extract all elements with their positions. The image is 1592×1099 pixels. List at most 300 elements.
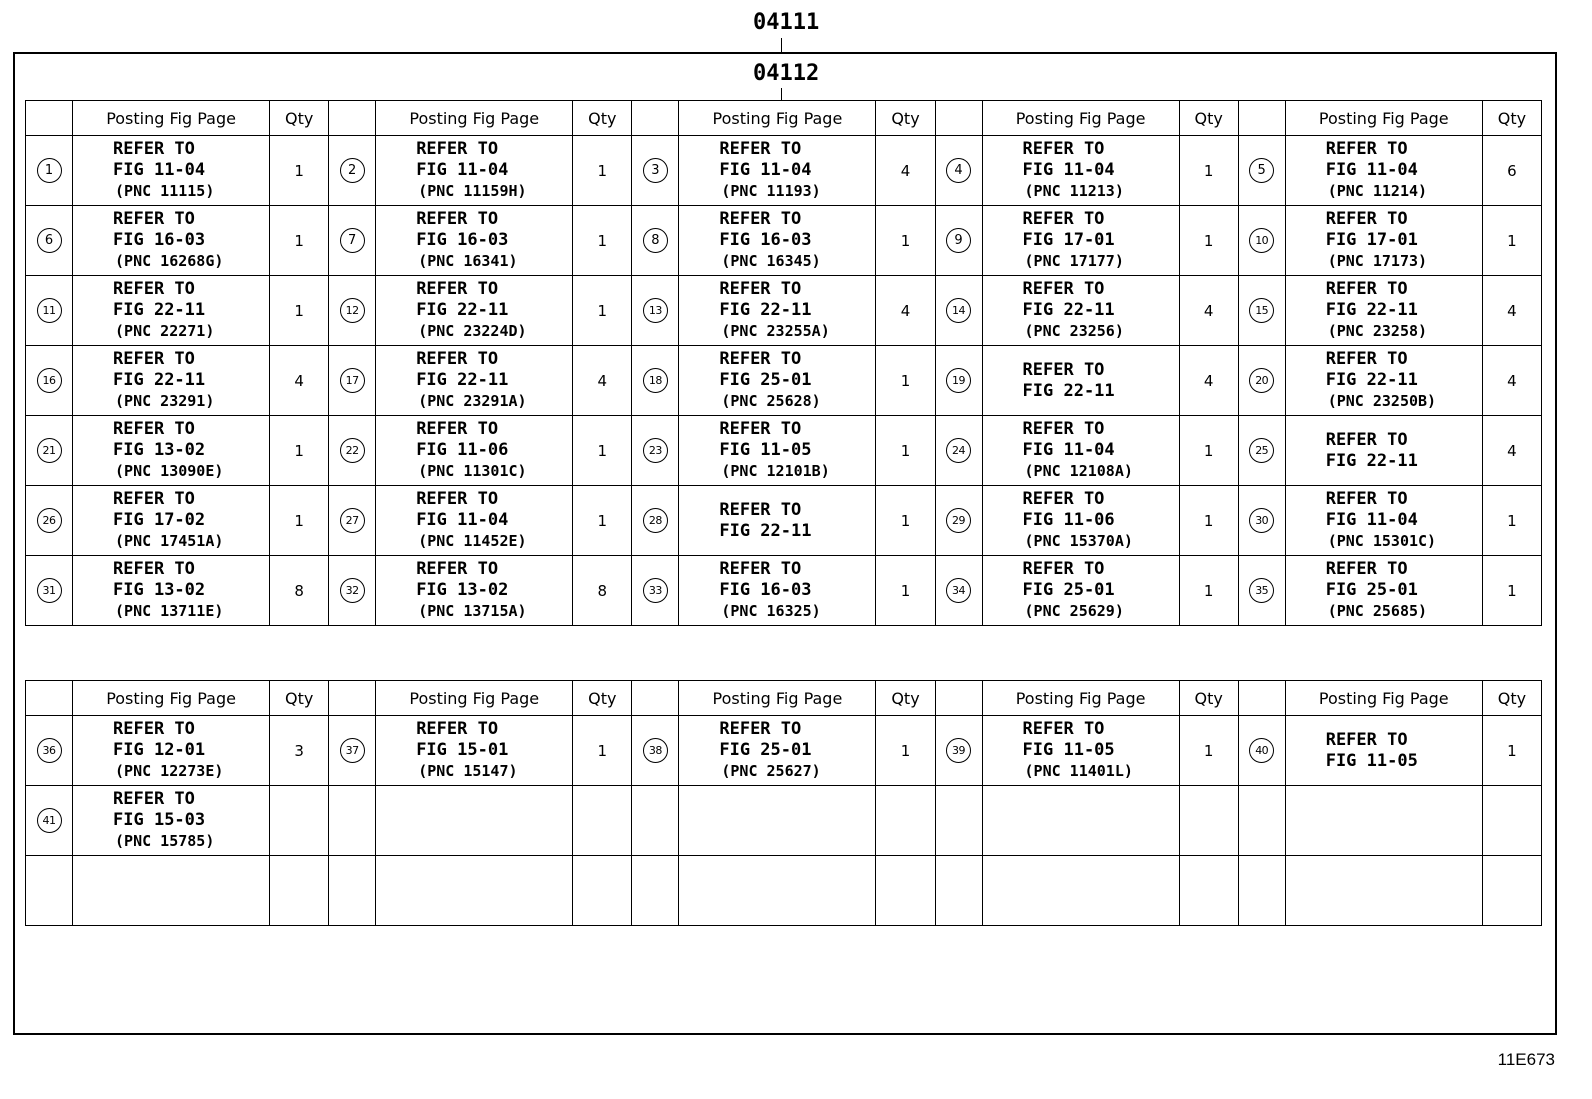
item-number-badge: 29 <box>946 508 971 533</box>
item-number-badge: 5 <box>1249 158 1274 183</box>
figure-reference[interactable]: FIG 11-04 <box>1325 510 1418 530</box>
posting-fig-page-cell <box>982 206 1179 276</box>
item-number-cell <box>26 786 73 856</box>
item-number-badge: 10 <box>1249 228 1274 253</box>
item-number-badge: 37 <box>340 738 365 763</box>
posting-fig-page-cell <box>982 136 1179 206</box>
header-number-cell <box>26 101 73 136</box>
refer-to-text: REFER TO <box>113 349 195 369</box>
pnc-code: (PNC 13090E) <box>115 462 224 480</box>
refer-to-text: REFER TO <box>113 559 195 579</box>
qty-cell <box>573 786 632 856</box>
posting-fig-page-cell <box>376 556 573 626</box>
figure-reference[interactable]: FIG 12-01 <box>113 740 206 760</box>
item-number-badge: 33 <box>643 578 668 603</box>
figure-reference[interactable]: FIG 25-01 <box>719 370 812 390</box>
pnc-code: (PNC 13711E) <box>115 602 224 620</box>
figure-reference[interactable]: FIG 15-01 <box>416 740 509 760</box>
item-number-cell <box>632 136 679 206</box>
figure-reference[interactable]: FIG 16-03 <box>719 230 812 250</box>
posting-fig-page-cell <box>376 716 573 786</box>
item-number-badge: 31 <box>37 578 62 603</box>
item-number-badge: 9 <box>946 228 971 253</box>
item-number-cell <box>329 276 376 346</box>
header-number-cell <box>26 681 73 716</box>
pnc-code: (PNC 11452E) <box>418 532 527 550</box>
table-row <box>26 716 1542 786</box>
figure-reference[interactable]: FIG 22-11 <box>719 300 812 320</box>
qty-cell: 1 <box>573 416 632 486</box>
figure-reference[interactable]: FIG 22-11 <box>1325 300 1418 320</box>
pnc-code: (PNC 13715A) <box>418 602 527 620</box>
pnc-code: (PNC 17173) <box>1327 252 1428 270</box>
header-number-cell <box>329 101 376 136</box>
item-number-cell <box>329 346 376 416</box>
item-number-cell <box>329 416 376 486</box>
item-number-badge: 22 <box>340 438 365 463</box>
item-number-cell <box>1238 346 1285 416</box>
header-qty: Qty <box>270 681 329 716</box>
refer-to-text: REFER TO <box>1325 559 1408 579</box>
refer-to-text: REFER TO <box>1325 139 1408 159</box>
pnc-code: (PNC 22271) <box>115 322 215 340</box>
item-number-cell <box>329 206 376 276</box>
qty-cell: 3 <box>270 716 329 786</box>
header-row <box>26 101 1542 136</box>
figure-reference[interactable]: FIG 22-11 <box>1325 370 1418 390</box>
item-number-cell <box>1238 136 1285 206</box>
item-number-badge: 8 <box>643 228 668 253</box>
qty-cell <box>876 856 935 926</box>
qty-cell: 1 <box>573 276 632 346</box>
figure-reference[interactable]: FIG 13-02 <box>113 580 206 600</box>
item-number-cell <box>329 486 376 556</box>
header-posting-fig-page: Posting Fig Page <box>1285 101 1482 136</box>
item-number-badge: 14 <box>946 298 971 323</box>
figure-reference[interactable]: FIG 13-02 <box>113 440 206 460</box>
qty-cell: 4 <box>1179 276 1238 346</box>
qty-cell: 4 <box>876 136 935 206</box>
posting-fig-page-cell <box>679 716 876 786</box>
qty-cell <box>573 856 632 926</box>
posting-fig-page-cell <box>376 346 573 416</box>
refer-to-text: REFER TO <box>113 789 195 809</box>
pnc-code: (PNC 23258) <box>1327 322 1428 340</box>
pnc-code: (PNC 11214) <box>1327 182 1428 200</box>
pnc-code: (PNC 15785) <box>115 832 215 850</box>
posting-fig-page-cell <box>679 276 876 346</box>
item-number-badge: 16 <box>37 368 62 393</box>
refer-to-text: REFER TO <box>416 279 499 299</box>
pnc-code: (PNC 23291A) <box>418 392 527 410</box>
qty-cell: 1 <box>573 206 632 276</box>
qty-cell: 1 <box>270 136 329 206</box>
figure-reference[interactable]: FIG 16-03 <box>719 580 812 600</box>
item-number-cell <box>26 556 73 626</box>
item-number-cell <box>632 346 679 416</box>
qty-cell: 1 <box>1179 416 1238 486</box>
item-number-cell <box>935 486 982 556</box>
pnc-code: (PNC 16268G) <box>115 252 224 270</box>
posting-fig-page-cell <box>376 136 573 206</box>
refer-to-text: REFER TO <box>1022 209 1105 229</box>
pnc-code: (PNC 11401L) <box>1024 762 1133 780</box>
header-qty: Qty <box>876 101 935 136</box>
qty-cell: 1 <box>270 486 329 556</box>
item-number-cell <box>26 136 73 206</box>
posting-fig-page-cell <box>73 556 270 626</box>
qty-cell: 1 <box>876 206 935 276</box>
qty-cell: 4 <box>270 346 329 416</box>
qty-cell: 1 <box>876 556 935 626</box>
posting-fig-page-cell <box>73 856 270 926</box>
pnc-code: (PNC 11115) <box>115 182 215 200</box>
refer-to-text: REFER TO <box>416 419 499 439</box>
qty-cell <box>876 786 935 856</box>
qty-cell: 1 <box>1179 486 1238 556</box>
header-posting-fig-page: Posting Fig Page <box>679 681 876 716</box>
posting-fig-page-cell <box>982 556 1179 626</box>
item-number-cell <box>1238 206 1285 276</box>
refer-to-text: REFER TO <box>416 209 499 229</box>
item-number-cell <box>26 276 73 346</box>
figure-reference[interactable]: FIG 11-04 <box>416 510 509 530</box>
posting-fig-page-cell <box>679 486 876 556</box>
refer-to-text: REFER TO <box>719 139 802 159</box>
figure-reference[interactable]: FIG 11-04 <box>416 160 509 180</box>
posting-fig-page-cell <box>679 856 876 926</box>
refer-to-text: REFER TO <box>1325 429 1408 450</box>
item-number-badge: 3 <box>643 158 668 183</box>
posting-fig-page-cell <box>376 856 573 926</box>
qty-cell: 1 <box>573 136 632 206</box>
pnc-code: (PNC 23256) <box>1024 322 1124 340</box>
refer-to-text: REFER TO <box>113 209 195 229</box>
item-number-badge: 12 <box>340 298 365 323</box>
posting-fig-page-cell <box>1285 486 1482 556</box>
posting-fig-page-cell <box>73 416 270 486</box>
item-number-cell <box>1238 276 1285 346</box>
qty-cell: 1 <box>1179 206 1238 276</box>
posting-fig-page-cell <box>1285 416 1482 486</box>
header-number-cell <box>935 101 982 136</box>
table-row <box>26 786 1542 856</box>
item-number-cell <box>935 786 982 856</box>
pnc-code: (PNC 11213) <box>1024 182 1124 200</box>
item-number-badge: 18 <box>643 368 668 393</box>
figure-reference[interactable]: FIG 11-04 <box>1022 440 1115 460</box>
qty-cell: 1 <box>876 416 935 486</box>
pnc-code: (PNC 15301C) <box>1327 532 1437 550</box>
item-number-cell <box>632 556 679 626</box>
figure-reference[interactable]: FIG 11-06 <box>416 440 509 460</box>
figure-reference[interactable]: FIG 17-01 <box>1325 230 1418 250</box>
item-number-badge: 2 <box>340 158 365 183</box>
item-number-badge: 21 <box>37 438 62 463</box>
qty-cell: 1 <box>1179 136 1238 206</box>
figure-reference[interactable]: FIG 17-01 <box>1022 230 1115 250</box>
item-number-badge: 39 <box>946 738 971 763</box>
posting-fig-page-cell <box>982 486 1179 556</box>
header-posting-fig-page: Posting Fig Page <box>982 101 1179 136</box>
posting-fig-page-cell <box>679 206 876 276</box>
figure-reference[interactable]: FIG 22-11 <box>113 300 206 320</box>
item-number-cell <box>632 716 679 786</box>
refer-to-text: REFER TO <box>719 279 802 299</box>
header-number-cell <box>935 681 982 716</box>
item-number-badge: 32 <box>340 578 365 603</box>
header-qty: Qty <box>1179 101 1238 136</box>
item-number-badge: 7 <box>340 228 365 253</box>
qty-cell: 8 <box>270 556 329 626</box>
item-number-cell <box>26 486 73 556</box>
refer-to-text: REFER TO <box>1325 489 1408 509</box>
item-number-cell <box>935 206 982 276</box>
leader-line-inner <box>781 88 782 100</box>
posting-fig-page-cell <box>982 416 1179 486</box>
posting-fig-page-cell <box>982 276 1179 346</box>
refer-to-text: REFER TO <box>1022 279 1105 299</box>
item-number-badge: 34 <box>946 578 971 603</box>
item-number-badge: 4 <box>946 158 971 183</box>
qty-cell: 1 <box>573 716 632 786</box>
posting-fig-page-cell <box>679 346 876 416</box>
leader-line-outer <box>781 38 782 52</box>
item-number-cell <box>632 416 679 486</box>
figure-reference[interactable]: FIG 17-02 <box>113 510 206 530</box>
posting-fig-page-cell <box>376 416 573 486</box>
item-number-cell <box>329 716 376 786</box>
reference-table-1 <box>25 100 1542 626</box>
item-number-badge: 19 <box>946 368 971 393</box>
qty-cell <box>270 786 329 856</box>
pnc-code: (PNC 25685) <box>1327 602 1428 620</box>
qty-cell: 1 <box>876 486 935 556</box>
figure-reference[interactable]: FIG 15-03 <box>113 810 206 830</box>
item-number-cell <box>26 856 73 926</box>
figure-reference[interactable]: FIG 22-11 <box>719 520 812 541</box>
figure-reference[interactable]: FIG 11-05 <box>719 440 812 460</box>
refer-to-text: REFER TO <box>1325 279 1408 299</box>
pnc-code: (PNC 12101B) <box>721 462 830 480</box>
figure-reference[interactable]: FIG 11-06 <box>1022 510 1115 530</box>
posting-fig-page-cell <box>1285 346 1482 416</box>
header-posting-fig-page: Posting Fig Page <box>1285 681 1482 716</box>
posting-fig-page-cell <box>376 276 573 346</box>
posting-fig-page-cell <box>1285 856 1482 926</box>
figure-reference[interactable]: FIG 22-11 <box>113 370 206 390</box>
qty-cell: 1 <box>573 486 632 556</box>
posting-fig-page-cell <box>73 206 270 276</box>
qty-cell: 1 <box>876 346 935 416</box>
item-number-badge: 15 <box>1249 298 1274 323</box>
qty-cell: 1 <box>1482 716 1541 786</box>
item-number-cell <box>935 136 982 206</box>
refer-to-text: REFER TO <box>113 489 195 509</box>
qty-cell <box>1179 856 1238 926</box>
item-number-cell <box>329 786 376 856</box>
posting-fig-page-cell <box>1285 276 1482 346</box>
refer-to-text: REFER TO <box>1022 719 1105 739</box>
pnc-code: (PNC 12108A) <box>1024 462 1133 480</box>
item-number-cell <box>935 276 982 346</box>
qty-cell: 1 <box>270 276 329 346</box>
qty-cell: 4 <box>876 276 935 346</box>
qty-cell: 4 <box>1482 346 1541 416</box>
item-number-badge: 24 <box>946 438 971 463</box>
item-number-cell <box>935 856 982 926</box>
table-row <box>26 856 1542 926</box>
qty-cell: 1 <box>876 716 935 786</box>
figure-reference[interactable]: FIG 22-11 <box>1022 380 1115 401</box>
item-number-cell <box>26 206 73 276</box>
item-number-cell <box>1238 716 1285 786</box>
refer-to-text: REFER TO <box>719 349 802 369</box>
header-posting-fig-page: Posting Fig Page <box>376 101 573 136</box>
pnc-code: (PNC 23255A) <box>721 322 830 340</box>
item-number-badge: 30 <box>1249 508 1274 533</box>
item-number-cell <box>26 346 73 416</box>
figure-reference[interactable]: FIG 22-11 <box>416 300 509 320</box>
qty-cell: 1 <box>1179 556 1238 626</box>
refer-to-text: REFER TO <box>113 139 195 159</box>
header-qty: Qty <box>1179 681 1238 716</box>
refer-to-text: REFER TO <box>1022 559 1105 579</box>
item-number-badge: 25 <box>1249 438 1274 463</box>
item-number-cell <box>1238 486 1285 556</box>
assembly-code-inner: 04112 <box>753 61 820 86</box>
posting-fig-page-cell <box>1285 786 1482 856</box>
refer-to-text: REFER TO <box>1325 729 1408 750</box>
item-number-badge: 11 <box>37 298 62 323</box>
posting-fig-page-cell <box>679 416 876 486</box>
table-row <box>26 276 1542 346</box>
posting-fig-page-cell <box>1285 206 1482 276</box>
posting-fig-page-cell <box>73 716 270 786</box>
posting-fig-page-cell <box>73 486 270 556</box>
qty-cell <box>1482 856 1541 926</box>
item-number-cell <box>329 556 376 626</box>
table-row <box>26 486 1542 556</box>
header-number-cell <box>632 681 679 716</box>
item-number-cell <box>329 856 376 926</box>
refer-to-text: REFER TO <box>1022 419 1105 439</box>
posting-fig-page-cell <box>1285 716 1482 786</box>
posting-fig-page-cell <box>73 276 270 346</box>
pnc-code: (PNC 17177) <box>1024 252 1124 270</box>
item-number-badge: 20 <box>1249 368 1274 393</box>
refer-to-text: REFER TO <box>1022 359 1105 380</box>
header-number-cell <box>329 681 376 716</box>
refer-to-text: REFER TO <box>416 559 499 579</box>
refer-to-text: REFER TO <box>719 719 802 739</box>
pnc-code: (PNC 23291) <box>115 392 215 410</box>
refer-to-text: REFER TO <box>1022 489 1105 509</box>
figure-reference[interactable]: FIG 11-05 <box>1325 750 1418 771</box>
posting-fig-page-cell <box>1285 556 1482 626</box>
item-number-cell <box>935 716 982 786</box>
figure-reference[interactable]: FIG 11-04 <box>1325 160 1418 180</box>
qty-cell: 4 <box>1179 346 1238 416</box>
qty-cell: 1 <box>270 416 329 486</box>
item-number-cell <box>935 346 982 416</box>
refer-to-text: REFER TO <box>1325 349 1408 369</box>
pnc-code: (PNC 23224D) <box>418 322 527 340</box>
pnc-code: (PNC 25629) <box>1024 602 1124 620</box>
item-number-badge: 35 <box>1249 578 1274 603</box>
figure-reference[interactable]: FIG 11-04 <box>719 160 812 180</box>
posting-fig-page-cell <box>982 856 1179 926</box>
refer-to-text: REFER TO <box>113 279 195 299</box>
pnc-code: (PNC 16325) <box>721 602 821 620</box>
header-qty: Qty <box>573 101 632 136</box>
item-number-cell <box>26 416 73 486</box>
posting-fig-page-cell <box>376 486 573 556</box>
refer-to-text: REFER TO <box>416 349 499 369</box>
table-row <box>26 136 1542 206</box>
figure-reference[interactable]: FIG 11-04 <box>113 160 206 180</box>
figure-reference[interactable]: FIG 25-01 <box>719 740 812 760</box>
table-row <box>26 346 1542 416</box>
item-number-cell <box>1238 556 1285 626</box>
item-number-cell <box>632 206 679 276</box>
refer-to-text: REFER TO <box>416 719 499 739</box>
figure-reference[interactable]: FIG 25-01 <box>1325 580 1418 600</box>
refer-to-text: REFER TO <box>113 419 195 439</box>
header-posting-fig-page: Posting Fig Page <box>73 681 270 716</box>
illustration-code: 11E673 <box>1497 1050 1555 1069</box>
refer-to-text: REFER TO <box>416 139 499 159</box>
refer-to-text: REFER TO <box>1325 209 1408 229</box>
item-number-badge: 27 <box>340 508 365 533</box>
header-posting-fig-page: Posting Fig Page <box>982 681 1179 716</box>
figure-reference[interactable]: FIG 16-03 <box>416 230 509 250</box>
figure-reference[interactable]: FIG 11-05 <box>1022 740 1115 760</box>
header-posting-fig-page: Posting Fig Page <box>73 101 270 136</box>
header-number-cell <box>632 101 679 136</box>
figure-reference[interactable]: FIG 13-02 <box>416 580 509 600</box>
refer-to-text: REFER TO <box>719 209 802 229</box>
pnc-code: (PNC 11159H) <box>418 182 527 200</box>
qty-cell: 1 <box>1482 486 1541 556</box>
pnc-code: (PNC 17451A) <box>115 532 224 550</box>
header-posting-fig-page: Posting Fig Page <box>679 101 876 136</box>
posting-fig-page-cell <box>982 346 1179 416</box>
pnc-code: (PNC 16341) <box>418 252 518 270</box>
refer-to-text: REFER TO <box>1022 139 1105 159</box>
item-number-badge: 17 <box>340 368 365 393</box>
figure-reference[interactable]: FIG 11-04 <box>1022 160 1115 180</box>
reference-table-2 <box>25 680 1542 926</box>
item-number-cell <box>1238 416 1285 486</box>
qty-cell: 8 <box>573 556 632 626</box>
figure-reference[interactable]: FIG 22-11 <box>416 370 509 390</box>
figure-reference[interactable]: FIG 22-11 <box>1022 300 1115 320</box>
item-number-badge: 6 <box>37 228 62 253</box>
figure-reference[interactable]: FIG 25-01 <box>1022 580 1115 600</box>
pnc-code: (PNC 16345) <box>721 252 821 270</box>
qty-cell <box>1179 786 1238 856</box>
figure-reference[interactable]: FIG 16-03 <box>113 230 206 250</box>
posting-fig-page-cell <box>679 786 876 856</box>
pnc-code: (PNC 25627) <box>721 762 821 780</box>
qty-cell: 1 <box>270 206 329 276</box>
posting-fig-page-cell <box>679 136 876 206</box>
item-number-badge: 26 <box>37 508 62 533</box>
item-number-badge: 23 <box>643 438 668 463</box>
figure-reference[interactable]: FIG 22-11 <box>1325 450 1418 471</box>
qty-cell: 1 <box>1179 716 1238 786</box>
